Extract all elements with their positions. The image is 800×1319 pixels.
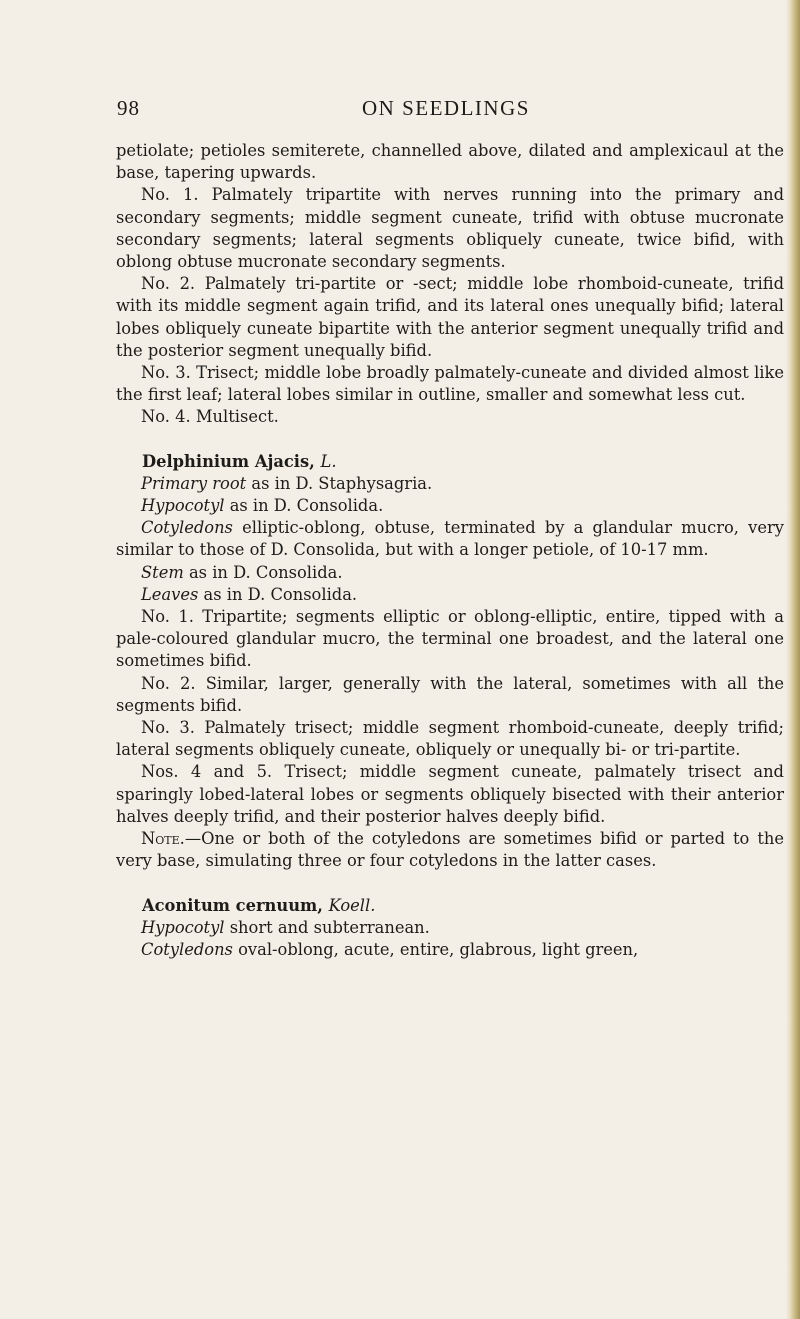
term-label: Cotyledons — [141, 518, 233, 538]
paragraph: No. 3. Trisect; middle lobe broadly palmately-cuneate and divided almost like the first leaf; lateral lobes similar in outline, smaller and somewhat less cut. — [116, 363, 784, 405]
paragraph: Stem as in D. Consolida. — [141, 562, 343, 582]
species-authority: Koell. — [328, 895, 376, 915]
leaf-number: No. 1. — [141, 607, 194, 627]
term-label: Leaves — [141, 584, 199, 604]
leaf-number: No. 2. — [141, 673, 196, 693]
species-authority: L. — [320, 451, 337, 471]
note-paragraph: Note.—One or both of the cotyledons are sometimes bifid or parted to the very base, simulating three or four cotyledons in the latter cases. — [116, 829, 784, 871]
note-label: Note. — [141, 829, 185, 849]
paragraph: Cotyledons oval-oblong, acute, entire, glabrous, light green, — [141, 939, 639, 959]
paragraph: Primary root as in D. Staphysagria. — [141, 473, 433, 493]
term-label: Primary root — [141, 473, 247, 493]
running-head: ON SEEDLINGS — [362, 96, 530, 120]
paragraph: petiolate; petioles semiterete, channelled above, dilated and amplexicaul at the base, tapering upwards. — [116, 141, 784, 183]
term-label: Hypocotyl — [141, 917, 225, 937]
paragraph: No. 2. Palmately tri-partite or -sect; middle lobe rhomboid-cuneate, trifid with its middle segment again trifid, and its lateral ones unequally bifid; lateral lobes obliquely cuneate bipartite with the anterior segment unequally trifid and the posterior segment unequally bifid. — [116, 274, 784, 360]
species-heading: Aconitum cernuum, Koell. — [142, 895, 376, 915]
body-text — [116, 140, 784, 961]
leaf-number: No. 2. — [141, 274, 196, 294]
paragraph: No. 3. Palmately trisect; middle segment rhomboid-cuneate, deeply trifid; lateral segments obliquely cuneate, obliquely or unequally bi- or tri-partite. — [116, 718, 784, 760]
leaf-number: No. 3. — [141, 718, 195, 738]
paragraph: Nos. 4 and 5. Trisect; middle segment cuneate, palmately trisect and sparingly lobed-lateral lobes or segments obliquely bisected with their anterior halves deeply trifid, and their posterior halves deeply bifid. — [116, 762, 784, 826]
paragraph: Hypocotyl short and subterranean. — [141, 917, 430, 937]
leaf-number: No. 1. — [141, 185, 199, 205]
term-label: Hypocotyl — [141, 496, 225, 516]
leaf-number: No. 4. — [141, 407, 191, 427]
page-edge-shadow — [786, 0, 800, 1319]
paragraph: No. 1. Palmately tripartite with nerves running into the primary and secondary segments; middle segment cuneate, trifid with obtuse mucronate secondary segments; lateral segments obliquely cuneate, twice bifid, with oblong obtuse mucronate secondary segments. — [116, 185, 784, 272]
leaf-number: Nos. 4 and 5. — [141, 762, 273, 782]
paragraph: No. 4. Multisect. — [141, 407, 279, 427]
paragraph: Cotyledons elliptic-oblong, obtuse, terminated by a glandular mucro, very similar to those of D. Consolida, but with a longer petiole, of 10-17 mm. — [116, 518, 784, 560]
paragraph: No. 1. Tripartite; segments elliptic or oblong-elliptic, entire, tipped with a pale-coloured glandular mucro, the terminal one broadest, and the lateral one sometimes bifid. — [116, 607, 784, 671]
term-label: Cotyledons — [141, 939, 233, 959]
paragraph: Leaves as in D. Consolida. — [141, 584, 358, 604]
species-heading: Delphinium Ajacis, L. — [142, 451, 337, 471]
term-label: Stem — [141, 562, 184, 582]
page-number: 98 — [117, 96, 140, 120]
paragraph: Hypocotyl as in D. Consolida. — [141, 496, 384, 516]
paragraph: No. 2. Similar, larger, generally with the lateral, sometimes with all the segments bifid. — [116, 673, 784, 715]
leaf-number: No. 3. — [141, 363, 191, 383]
page-header — [117, 96, 777, 122]
